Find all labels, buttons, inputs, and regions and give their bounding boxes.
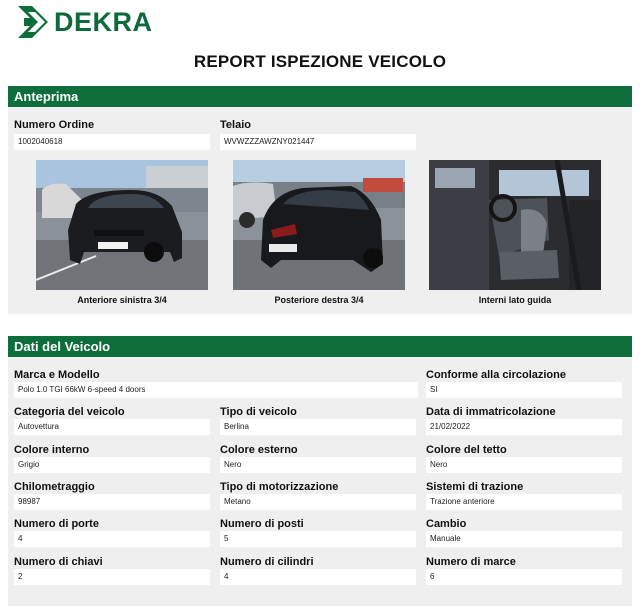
registration-date-value: 21/02/2022 — [426, 419, 622, 435]
keys-label: Numero di chiavi — [14, 556, 103, 568]
car-front-photo-icon — [36, 160, 208, 290]
category-value: Autovettura — [14, 419, 210, 435]
mileage-value: 98987 — [14, 494, 210, 510]
category-label: Categoria del veicolo — [14, 406, 125, 418]
photo-rear-right-caption: Posteriore destra 3/4 — [274, 295, 364, 305]
gears-value: 6 — [426, 569, 622, 585]
doors-label: Numero di porte — [14, 518, 99, 530]
interior-color-label: Colore interno — [14, 444, 90, 456]
road-compliant-value: SI — [426, 382, 622, 398]
dekra-logo — [16, 4, 153, 40]
vehicle-section — [8, 336, 632, 606]
preview-heading: Anteprima — [8, 86, 632, 107]
photo-front-left-caption: Anteriore sinistra 3/4 — [77, 295, 167, 305]
body-type-value: Berlina — [220, 419, 416, 435]
order-number-label: Numero Ordine — [14, 119, 95, 131]
photo-rear-right — [233, 160, 405, 290]
make-model-value: Polo 1.0 TGI 66kW 6-speed 4 doors — [14, 382, 418, 398]
drive-system-value: Trazione anteriore — [426, 494, 622, 510]
report-title: REPORT ISPEZIONE VEICOLO — [193, 52, 447, 71]
mileage-label: Chilometraggio — [14, 481, 95, 493]
engine-type-value: Metano — [220, 494, 416, 510]
keys-value: 2 — [14, 569, 210, 585]
drive-system-label: Sistemi di trazione — [426, 481, 524, 493]
roof-color-label: Colore del tetto — [426, 444, 507, 456]
interior-color-value: Grigio — [14, 457, 210, 473]
cylinders-label: Numero di cilindri — [220, 556, 314, 568]
body-type-label: Tipo di veicolo — [220, 406, 297, 418]
car-rear-photo-icon — [233, 160, 405, 290]
exterior-color-label: Colore esterno — [220, 444, 298, 456]
brand-name: DEKRA — [54, 6, 153, 37]
seats-label: Numero di posti — [220, 518, 304, 530]
roof-color-value: Nero — [426, 457, 622, 473]
dekra-logo-icon — [16, 4, 50, 40]
car-interior-photo-icon — [429, 160, 601, 290]
vin-label: Telaio — [220, 119, 251, 131]
registration-date-label: Data di immatricolazione — [426, 406, 556, 418]
photo-front-left — [36, 160, 208, 290]
seats-value: 5 — [220, 531, 416, 547]
photo-interior-caption: Interni lato guida — [478, 295, 552, 305]
gearbox-value: Manuale — [426, 531, 622, 547]
cylinders-value: 4 — [220, 569, 416, 585]
road-compliant-label: Conforme alla circolazione — [426, 369, 566, 381]
photo-interior — [429, 160, 601, 290]
exterior-color-value: Nero — [220, 457, 416, 473]
gearbox-label: Cambio — [426, 518, 467, 530]
engine-type-label: Tipo di motorizzazione — [220, 481, 339, 493]
order-number-value: 1002040618 — [14, 134, 210, 150]
doors-value: 4 — [14, 531, 210, 547]
vehicle-heading: Dati del Veicolo — [8, 336, 632, 357]
vin-value: WVWZZZAWZNY021447 — [220, 134, 416, 150]
make-model-label: Marca e Modello — [14, 369, 100, 381]
gears-label: Numero di marce — [426, 556, 516, 568]
preview-section — [8, 86, 632, 314]
